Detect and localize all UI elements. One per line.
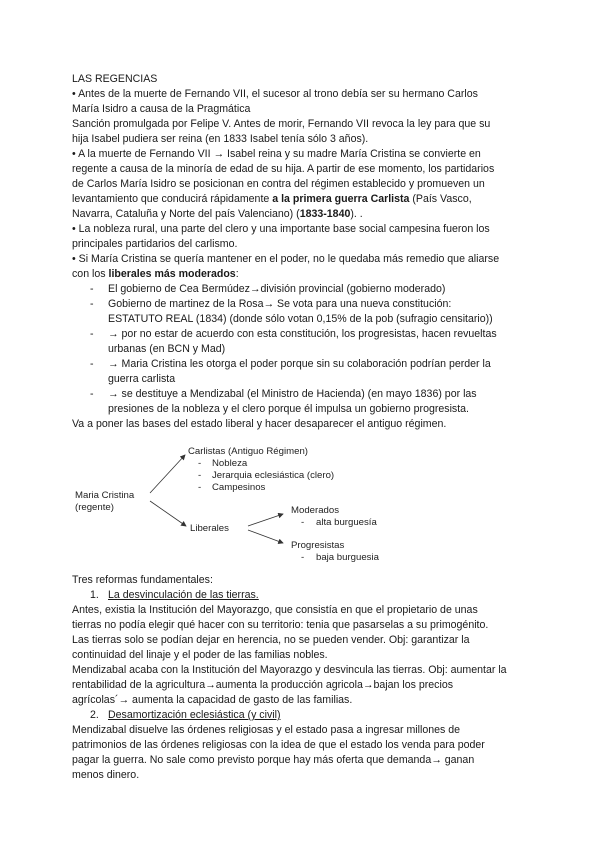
- section-heading: La desvinculación de las tierras.: [108, 589, 259, 601]
- list-item: El gobierno de Cea Bermúdez→división provincial (gobierno moderado): [108, 283, 446, 295]
- diagram-progresistas: Progresistas: [291, 540, 345, 551]
- text-run: (País Vasco,: [409, 193, 472, 205]
- paragraph-line: • Antes de la muerte de Fernando VII, el sucesor al trono debía ser su hermano Carlos: [72, 88, 478, 100]
- bold-text: 1833-1840: [299, 208, 351, 220]
- paragraph-line: • La nobleza rural, una parte del clero y una importante base social campesina fueron los: [72, 223, 490, 235]
- diagram-dash: -: [301, 517, 305, 528]
- arrow-to-carlistas: [150, 455, 185, 493]
- diagram-moderados: Moderados: [291, 505, 339, 516]
- diagram-carlistas-item: Campesinos: [212, 482, 266, 493]
- bold-text: a la primera guerra Carlista: [272, 193, 410, 205]
- paragraph-line: hija Isabel pudiera ser reina (en 1833 Isabel tenía sólo 3 años).: [72, 133, 369, 145]
- diagram-carlistas: Carlistas (Antiguo Régimen): [188, 446, 308, 457]
- diagram-root: Maria Cristina: [75, 490, 135, 501]
- list-item-cont: guerra carlista: [108, 373, 176, 385]
- paragraph-line: menos dinero.: [72, 769, 140, 781]
- list-item: Gobierno de martinez de la Rosa→ Se vota para una nueva constitución:: [108, 298, 452, 310]
- text-run: ). .: [350, 208, 363, 220]
- paragraph-line: Las tierras solo se podían dejar en herencia, no se pueden vender. Obj: garantizar la: [72, 634, 470, 646]
- paragraph-line: Mendizabal disuelve las órdenes religiosas y el estado pasa a ingresar millones de: [72, 724, 461, 736]
- paragraph-line: patrimonios de las órdenes religiosas con la idea de que el estado los venda para poder: [72, 739, 485, 751]
- page-title: LAS REGENCIAS: [72, 73, 158, 85]
- text-run: con los: [72, 268, 109, 280]
- diagram-dash: -: [301, 552, 305, 563]
- paragraph-line: agrícolas´→ aumenta la capacidad de gasto de las familias.: [72, 694, 353, 706]
- diagram-liberales: Liberales: [190, 523, 229, 534]
- list-item-cont: urbanas (en BCN y Mad): [108, 343, 226, 355]
- diagram-progresistas-item: baja burguesia: [316, 552, 379, 563]
- diagram-moderados-item: alta burguesía: [316, 517, 377, 528]
- paragraph-line: tierras no podía elegir qué hacer con su territorio: tenia que pasarselas a su primogénito.: [72, 619, 489, 631]
- list-dash: -: [90, 283, 94, 295]
- list-item-cont: ESTATUTO REAL (1834) (donde sólo votan 0,15% de la pob (sufragio censitario)): [108, 313, 493, 325]
- diagram-dash: -: [198, 458, 202, 469]
- paragraph-line: de Carlos María Isidro se posicionan en contra del régimen establecido y promueven un: [72, 178, 485, 190]
- list-dash: -: [90, 328, 94, 340]
- paragraph-line: pagar la guerra. No sale como previsto porque hay más oferta que demanda→ ganan: [72, 754, 475, 766]
- list-item: → por no estar de acuerdo con esta constitución, los progresistas, hacen revueltas: [108, 328, 497, 340]
- paragraph-line: Mendizabal acaba con la Institución del Mayorazgo y desvincula las tierras. Obj: aumentar la: [72, 664, 507, 676]
- list-dash: -: [90, 388, 94, 400]
- list-item: → se destituye a Mendizabal (el Ministro de Hacienda) (en mayo 1836) por las: [108, 388, 477, 400]
- paragraph-line: • A la muerte de Fernando VII → Isabel reina y su madre María Cristina se convierte en: [72, 148, 481, 160]
- diagram-dash: -: [198, 470, 202, 481]
- diagram-carlistas-item: Jerarquia eclesiástica (clero): [212, 470, 335, 481]
- bold-text: liberales más moderados: [108, 268, 236, 280]
- diagram-dash: -: [198, 482, 202, 493]
- paragraph-line: rentabilidad de la agricultura→aumenta la producción agricola→bajan los precios: [72, 679, 454, 691]
- text-run: Navarra, Cataluña y Norte del país Valenciano) (: [72, 208, 300, 220]
- list-dash: -: [90, 358, 94, 370]
- diagram-root-sub: (regente): [75, 502, 114, 513]
- paragraph-line: • Si María Cristina se quería mantener en el poder, no le quedaba más remedio que aliarse: [72, 253, 500, 265]
- arrow-to-liberales: [150, 501, 186, 526]
- paragraph-line: continuidad del linaje y el poder de las familias nobles.: [72, 649, 328, 661]
- text-run: levantamiento que conducirá rápidamente: [72, 193, 273, 205]
- section-heading: Desamortización eclesiástica (y civil): [108, 709, 281, 721]
- arrow-to-progresistas: [248, 530, 283, 543]
- paragraph-line: Sanción promulgada por Felipe V. Antes de morir, Fernando VII revoca la ley para que su: [72, 118, 491, 130]
- paragraph-line: María Isidro a causa de la Pragmática: [72, 103, 251, 115]
- section-intro: Tres reformas fundamentales:: [72, 574, 213, 586]
- heading-number: 2.: [90, 709, 99, 721]
- paragraph-line: Va a poner las bases del estado liberal y hacer desaparecer el antiguo régimen.: [72, 418, 447, 430]
- text-run: :: [235, 268, 239, 280]
- paragraph-line: principales partidarios del carlismo.: [72, 238, 238, 250]
- diagram-carlistas-item: Nobleza: [212, 458, 248, 469]
- list-item: → Maria Cristina les otorga el poder porque sin su colaboración podrían perder la: [108, 358, 491, 370]
- paragraph-line: regente a causa de la minoría de edad de su hija. A partir de ese momento, los partidarios: [72, 163, 495, 175]
- list-item-cont: presiones de la nobleza y el clero porque él impulsa un gobierno progresista.: [108, 403, 469, 415]
- heading-number: 1.: [90, 589, 99, 601]
- paragraph-line: Antes, existia la Institución del Mayorazgo, que consistía en que el propietario de unas: [72, 604, 478, 616]
- list-dash: -: [90, 298, 94, 310]
- arrow-to-moderados: [248, 514, 283, 526]
